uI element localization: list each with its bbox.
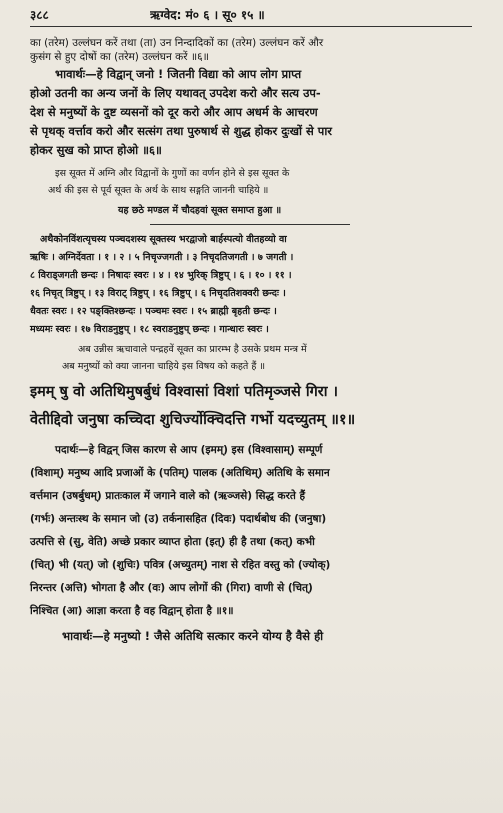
intro-line: अब मनुष्यों को क्या जानना चाहिये इस विषय को कहते हैं ॥ [62, 361, 266, 372]
sukta-summary: अर्थ की इस से पूर्व सूक्त के अर्थ के साथ सङ्गति जाननी चाहिये ॥ [48, 185, 269, 196]
bhavartha-line: होओ उतनी का अन्य जनों के लिए यथावत् उपदेश करो और सत्य उप- [30, 86, 321, 100]
meta-line: धैवतः स्वरः । १२ पङ्क्तिश्छन्दः । पञ्चमः स्वरः । १५ ब्राह्मी बृहती छन्दः । [30, 306, 277, 317]
padartha-line: उत्पत्ति से (सु, वेति) अच्छे प्रकार व्याप्त होता (इत्) ही है तथा (कत्) कभी [30, 536, 315, 548]
meta-line: मध्यमः स्वरः । १७ विराडनुष्टुप् । १८ स्वराडनुष्टुप् छन्दः । गान्धारः स्वरः । [30, 324, 269, 335]
padartha-line: (विशाम्) मनुष्य आदि प्रजाओं के (पतिम्) पालक (अतिथिम्) अतिथि के समान [30, 467, 330, 479]
blank-page-area [0, 650, 503, 813]
meta-line: अथैकोनविंशत्यृचस्य पञ्चदशस्य सूक्तस्य भरद्वाजो बार्हस्पत्यो वीतहव्यो वा [40, 234, 287, 245]
padartha-line: पदार्थः—हे विद्वन् जिस कारण से आप (इमम्) इस (विश्वासाम्) सम्पूर्ण [55, 444, 323, 456]
padartha-line: (चित्) भी (यत्) जो (शुचिः) पवित्र (अच्युतम्) नाश से रहित वस्तु को (ज्योक्) [30, 559, 331, 571]
padartha-line: निरन्तर (अत्ति) भोगता है और (वः) आप लोगों की (गिरा) वाणी से (चित्) [30, 582, 313, 594]
padartha-line: निश्चित (आ) आज्ञा करता है वह विद्वान् होता है ॥१॥ [30, 605, 234, 617]
mantra-line: वेतीद्दिवो जनुषा कच्चिदा शुचिर्ज्योक्चिदत्ति गर्भो यदच्युतम् ॥१॥ [30, 412, 356, 428]
sukta-summary: इस सूक्त में अग्नि और विद्वानों के गुणों का वर्णन होने से इस सूक्त के [55, 168, 290, 179]
section-divider [150, 224, 350, 225]
mantra-line: इमम् षु वो अतिथिमुषर्बुधं विश्वासां विशां पतिमृञ्जसे गिरा । [30, 384, 339, 400]
meta-line: ऋषिः । अग्निर्देवता । १ । २ । ५ निचृज्जगती । ३ निचृदतिजगती । ७ जगती । [30, 252, 294, 263]
bhavartha-line: भावार्थः—हे विद्वान् जनो ! जितनी विद्या को आप लोग प्राप्त [55, 67, 302, 81]
meta-line: १६ निचृत् त्रिष्टुप् । १३ विराट् त्रिष्टुप् । १६ त्रिष्टुप् । ६ निचृदतिशक्वरी छन्दः । [30, 288, 286, 299]
bhavartha-line: होकर सुख को प्राप्त होओ ॥६॥ [30, 143, 162, 157]
text-line: कुसंग से हुए दोषों का (तरेम) उल्लंघन करें ॥६॥ [30, 51, 209, 63]
bhavartha-line: भावार्थः—हे मनुष्यो ! जैसे अतिथि सत्कार करने योग्य है वैसे ही [62, 629, 324, 643]
running-title: ऋग्वेद: मं० ६ । सू० १५ ॥ [150, 8, 265, 22]
padartha-line: वर्त्तमान (उषर्बुधम्) प्रातःकाल में जगाने वाले को (ऋञ्जसे) सिद्ध करते हैं [30, 490, 306, 502]
bhavartha-line: देश से मनुष्यों के दुष्ट व्यसनों को दूर करो और आप अधर्म के आचरण [30, 105, 318, 119]
meta-line: ८ विराड्जगती छन्दः । निषादः स्वरः । ४ । १४ भुरिक् त्रिष्टुप् । ६ । १० । ११ । [30, 270, 292, 281]
page-number: ३८८ [30, 8, 49, 22]
header-rule [30, 26, 472, 27]
text-line: का (तरेम) उल्लंघन करें तथा (ता) उन निन्दादिकों का (तरेम) उल्लंघन करें और [30, 37, 324, 49]
intro-line: अब उन्नीस ऋचावाले पन्द्रहवें सूक्त का प्रारम्भ है उसके प्रथम मन्त्र में [78, 344, 307, 355]
sukta-end-note: यह छठे मण्डल में चौदहवां सूक्त समाप्त हुआ ॥ [118, 205, 282, 216]
bhavartha-line: से पृथक् वर्त्ताव करो और सत्संग तथा पुरुषार्थ से शुद्ध होकर दुःखों से पार [30, 124, 333, 138]
padartha-line: (गर्भः) अन्तःस्थ के समान जो (उ) तर्कनासहित (दिवः) पदार्थबोध की (जनुषा) [30, 513, 327, 525]
